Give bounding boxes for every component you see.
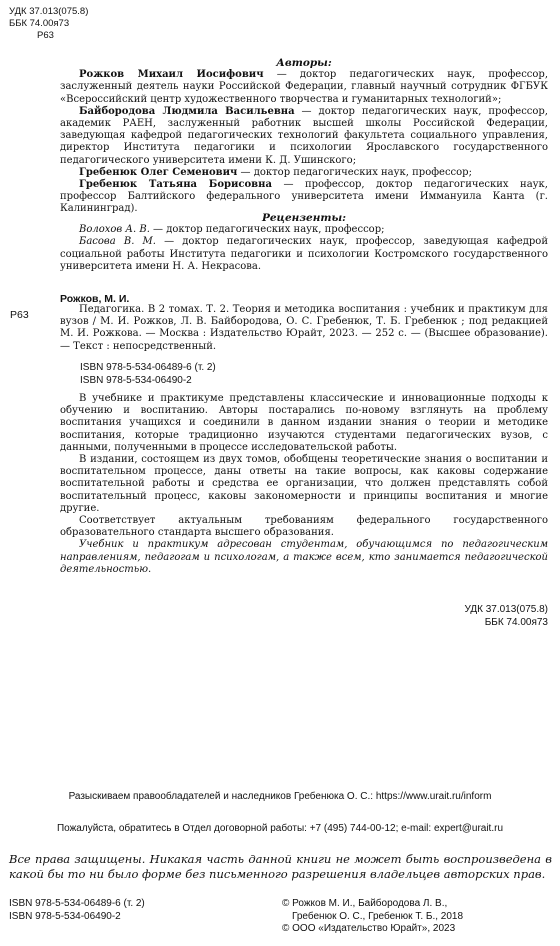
bibliographic-entry	[60, 304, 548, 353]
author-name: Рожков Михаил Иосифович	[79, 69, 264, 81]
author-description: — доктор педагогических наук, профессор, заслуженный деятель науки Российской Федерации, главный научный сотрудник ФГБУК «Всероссийский центр художественного творчества и гуманитарных технологий»;	[60, 69, 548, 105]
author-mark: Р63	[37, 30, 54, 41]
isbn-volume: ISBN 978-5-534-06489-6 (т. 2)	[80, 362, 216, 373]
authors-section	[60, 57, 548, 216]
author-description: — профессор, доктор педагогических наук, профессор Балтийского федерального университета имени Иммануила Канта (г. Калининград).	[60, 179, 548, 215]
all-rights-reserved-notice: Все права защищены. Никакая часть данной книги не может быть воспроизведена в какой бы то ни было форме без письменного разрешения владельцев авторских прав.	[9, 852, 552, 881]
annotation-audience: Учебник и практикум адресован студентам, обучающимся по педагогическим направлениям, педагогам и психологам, а также всем, кто занимается педагогической деятельностью.	[60, 539, 548, 575]
author-name: Байбородова Людмила Васильевна	[79, 105, 295, 117]
copyright-line: © Рожков М. И., Байбородова Л. В.,	[282, 898, 448, 909]
bottom-classification-codes	[464, 603, 548, 629]
annotation-paragraph: В издании, состоящем из двух томов, обобщены теоретические знания о воспитании и воспитательном процессе, даны ответы на такие вопросы, как каковы содержание воспитательной работы и средства ее организации, что должен представлять собой воспитательный процесс, каковы закономерности и принципы воспитания и многие другие.	[60, 454, 548, 514]
udk-code: УДК 37.013(075.8)	[9, 6, 89, 17]
authors-heading: Авторы:	[276, 57, 332, 69]
copyright-line: © ООО «Издательство Юрайт», 2023	[282, 923, 456, 934]
reviewer-description: — доктор педагогических наук, профессор, заведующая кафедрой социальной работы Института педагогики и психологии Костромского государственного университета имени Н. А. Некрасова.	[60, 236, 548, 272]
annotation	[60, 393, 548, 576]
footer-isbn-list	[9, 898, 145, 923]
reviewers-section	[60, 212, 548, 273]
reviewer-name: Басова В. М.	[79, 236, 156, 248]
author-name: Гребенюк Татьяна Борисовна	[79, 179, 272, 191]
author-description: — доктор педагогических наук, профессор, академик РАЕН, заслуженный работник высшей школы Российской Федерации, заведующая кафедрой педагогических технологий факультета социального управления, директор Института педагогики и психологии Ярославского государственного педагогического университета имени К. Д. Ушинского;	[60, 105, 548, 166]
author-name: Гребенюк Олег Семенович	[79, 166, 238, 178]
bibliographic-entry-heading: Рожков, М. И.	[60, 293, 130, 305]
copyright-line: Гребенюк О. С., Гребенюк Т. Б., 2018	[292, 910, 464, 922]
reviewers-heading: Рецензенты:	[261, 212, 347, 224]
footer-isbn-set: ISBN 978-5-534-06490-2	[9, 910, 121, 922]
author-entry	[60, 179, 548, 216]
udk-code-bottom: УДК 37.013(075.8)	[464, 604, 548, 615]
rights-holders-notice: Разыскиваем правообладателей и наследников Гребенюка О. С.: https://www.urait.ru/inform	[68, 791, 492, 802]
annotation-paragraph: В учебнике и практикуме представлены классические и инновационные подходы к обучению и воспитанию. Авторы постарались по-новому взглянуть на проблему воспитания учащихся и соединили в данном издании знания о теории и методике воспитания, которые традиционно изучаются студентами педагогических вузов, с данными, полученными в процессе исследовательской работы.	[60, 393, 548, 453]
contract-department-notice: Пожалуйста, обратитесь в Отдел договорной работы: +7 (495) 744-00-12; e-mail: expert@urait.ru	[56, 823, 504, 834]
top-classification-codes	[9, 6, 88, 42]
author-mark-side: Р63	[10, 309, 29, 321]
author-entry	[60, 69, 548, 106]
author-description: — доктор педагогических наук, профессор;	[237, 166, 472, 178]
bbk-code-bottom: ББК 74.00я73	[484, 617, 548, 628]
isbn-set: ISBN 978-5-534-06490-2	[80, 374, 192, 386]
author-entry	[60, 167, 548, 179]
footer-isbn-volume: ISBN 978-5-534-06489-6 (т. 2)	[9, 898, 145, 909]
reviewer-entry	[60, 224, 548, 236]
reviewer-entry	[60, 236, 548, 273]
reviewer-name: Волохов А. В.	[79, 224, 150, 236]
isbn-list	[80, 362, 216, 387]
copyright-block	[282, 898, 463, 936]
reviewer-description: — доктор педагогических наук, профессор;	[149, 224, 385, 236]
bibliographic-description: Педагогика. В 2 томах. Т. 2. Теория и методика воспитания : учебник и практикум для вузов / М. И. Рожков, Л. В. Байбородова, О. С. Гребенюк, Т. Б. Гребенюк ; под редакцией М. И. Рожкова. — Москва : Издательство Юрайт, 2023. — 252 с. — (Высшее образование). — Текст : непосредственный.	[60, 304, 548, 352]
annotation-paragraph: Соответствует актуальным требованиям федерального государственного образовательного стандарта высшего образования.	[60, 515, 548, 539]
author-entry	[60, 106, 548, 167]
bbk-code: ББК 74.00я73	[9, 18, 70, 29]
